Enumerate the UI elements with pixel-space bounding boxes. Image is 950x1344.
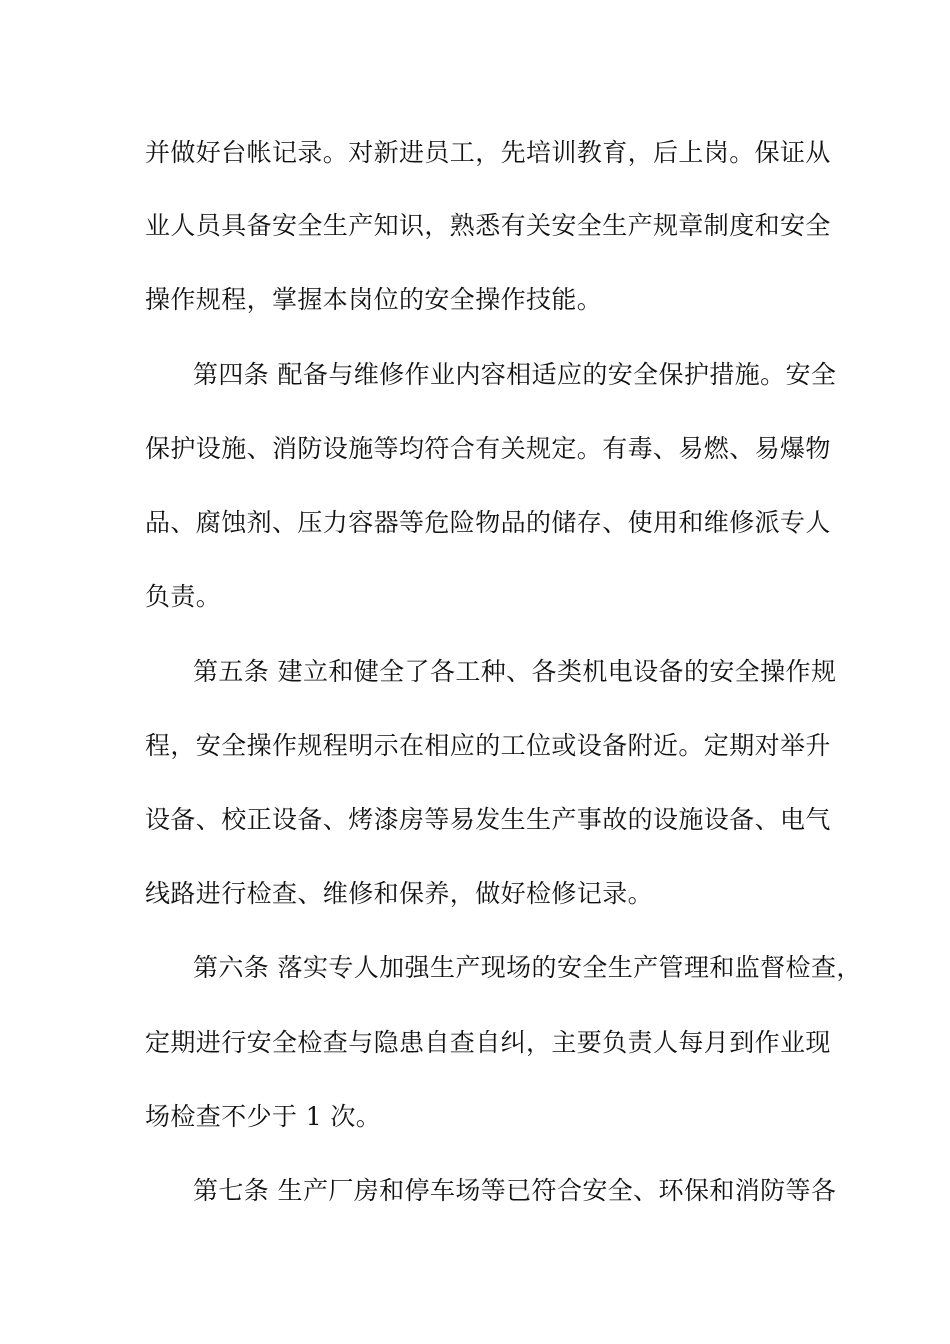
article-4-first-line: 第四条 配备与维修作业内容相适应的安全保护措施。安全 (193, 360, 837, 389)
text-line: 负责。 (145, 582, 222, 611)
text-line: 程，安全操作规程明示在相应的工位或设备附近。定期对举升 (145, 731, 831, 760)
text-line: 操作规程，掌握本岗位的安全操作技能。 (145, 285, 603, 314)
text-line: 业人员具备安全生产知识，熟悉有关安全生产规章制度和安全 (145, 211, 831, 240)
text-line: 场检查不少于 1 次。 (145, 1102, 382, 1131)
text-line: 设备、校正设备、烤漆房等易发生生产事故的设施设备、电气 (145, 805, 831, 834)
article-6-first-line: 第六条 落实专人加强生产现场的安全生产管理和监督检查， (193, 953, 862, 982)
text-line: 品、腐蚀剂、压力容器等危险物品的储存、使用和维修派专人 (145, 508, 831, 537)
article-5-first-line: 第五条 建立和健全了各工种、各类机电设备的安全操作规 (193, 657, 837, 686)
article-7-first-line: 第七条 生产厂房和停车场等已符合安全、环保和消防等各 (193, 1176, 837, 1205)
text-line: 并做好台帐记录。对新进员工，先培训教育，后上岗。保证从 (145, 138, 831, 167)
text-line: 定期进行安全检查与隐患自查自纠，主要负责人每月到作业现 (145, 1028, 831, 1057)
text-line: 保护设施、消防设施等均符合有关规定。有毒、易燃、易爆物 (145, 434, 831, 463)
text-line: 线路进行检查、维修和保养，做好检修记录。 (145, 879, 654, 908)
